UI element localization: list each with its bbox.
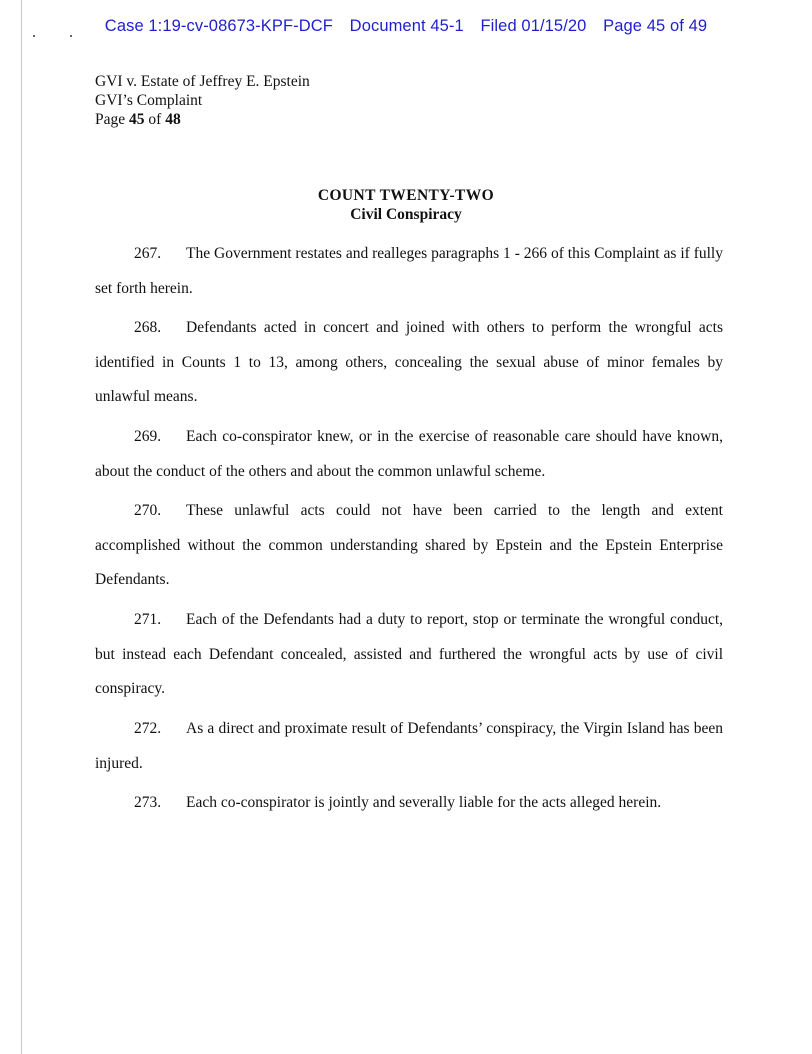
paragraph-text: Each co-conspirator is jointly and severally liable for the acts alleged herein. (186, 794, 662, 811)
paragraph-269 (95, 420, 723, 489)
document-number: Document 45-1 (349, 17, 464, 35)
case-number: Case 1:19-cv-08673-KPF-DCF (104, 17, 333, 35)
paragraph-number: 273. (134, 794, 162, 811)
paragraph-272 (95, 712, 723, 781)
count-subtitle: Civil Conspiracy (350, 206, 462, 223)
paragraph-text: Each co-conspirator knew, or in the exercise of reasonable care should have known, about the conduct of the others and about the common unlawful scheme. (95, 428, 723, 480)
caption-document-title: GVI’s Complaint (95, 92, 203, 109)
paragraph-270 (95, 494, 723, 598)
paragraph-273 (95, 786, 723, 821)
paragraph-271 (95, 603, 723, 707)
paragraph-number: 268. (134, 319, 162, 336)
caption-case-title: GVI v. Estate of Jeffrey E. Epstein (95, 73, 310, 90)
case-caption (95, 72, 310, 129)
paragraph-268 (95, 311, 723, 415)
paragraph-number: 267. (134, 245, 162, 262)
paragraph-number: 272. (134, 720, 162, 737)
paragraph-number: 270. (134, 502, 162, 519)
filed-date: Filed 01/15/20 (480, 17, 587, 35)
paragraph-267 (95, 237, 723, 306)
paragraph-text: These unlawful acts could not have been carried to the length and extent accomplished without the common understanding shared by Epstein and the Epstein Enterprise Defendants. (95, 502, 723, 588)
count-title: COUNT TWENTY-TWO (317, 187, 495, 204)
scan-edge-line (21, 0, 22, 1054)
paragraph-text: The Government restates and realleges paragraphs 1 - 266 of this Complaint as if fully set forth herein. (95, 245, 723, 297)
paragraph-text: As a direct and proximate result of Defendants’ conspiracy, the Virgin Island has been injured. (95, 720, 723, 772)
paragraph-text: Each of the Defendants had a duty to report, stop or terminate the wrongful conduct, but instead each Defendant concealed, assisted and furthered the wrongful acts by use of civil conspiracy. (95, 611, 723, 697)
ecf-filing-header (0, 17, 812, 36)
count-heading (0, 186, 812, 224)
ecf-page-number: Page 45 of 49 (603, 17, 708, 35)
paragraph-text: Defendants acted in concert and joined with others to perform the wrongful acts identified in Counts 1 to 13, among others, concealing the sexual abuse of minor females by unlawful means. (95, 319, 723, 405)
paragraph-number: 271. (134, 611, 162, 628)
paragraph-number: 269. (134, 428, 162, 445)
caption-page-number: Page 45 of 48 (95, 111, 181, 128)
